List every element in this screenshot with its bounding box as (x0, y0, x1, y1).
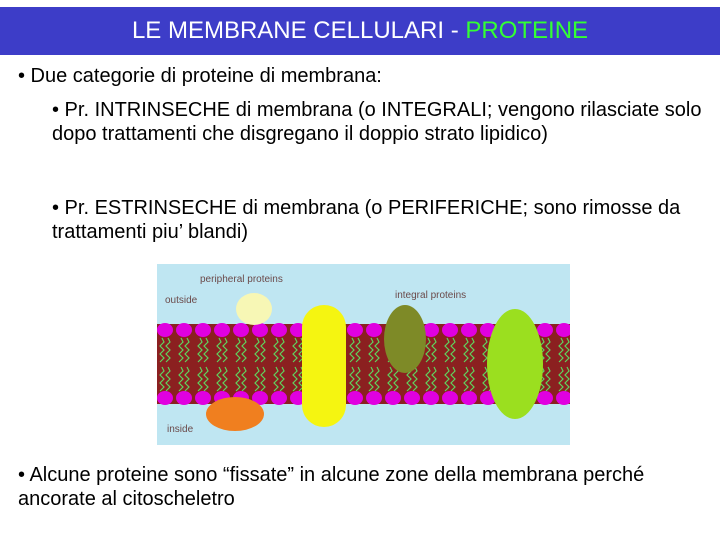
bullet-cytoskeleton: • Alcune proteine sono “fissate” in alcune zone della membrana perché ancorate al citoscheletro (18, 464, 645, 510)
membrane-diagram (157, 264, 570, 445)
bullet-categories: • Due categorie di proteine di membrana: (18, 65, 382, 87)
label-inside: inside (167, 424, 194, 435)
slide-title (132, 17, 588, 45)
lipid-head (271, 391, 287, 405)
lipid-head (366, 323, 382, 337)
peripheral-protein-outside (236, 293, 272, 325)
label-peripheral-proteins: peripheral proteins (200, 274, 283, 285)
slide-title-highlight: PROTEINE (465, 17, 589, 44)
lipid-head (347, 323, 363, 337)
lipid-head (233, 323, 249, 337)
lipid-head (214, 323, 230, 337)
integral-protein-yellow (302, 305, 346, 427)
lipid-head (176, 391, 192, 405)
bullet-extrinsic: • Pr. ESTRINSECHE di membrana (o PERIFERICHE; sono rimosse da trattamenti piu’ blandi) (52, 197, 681, 243)
lipid-head (442, 391, 458, 405)
peripheral-protein-inside (206, 397, 264, 431)
bullet-intrinsic: • Pr. INTRINSECHE di membrana (o INTEGRALI; vengono rilasciate solo dopo trattamenti che disgregano il doppio strato lipidico) (52, 99, 702, 145)
lipid-head (461, 323, 477, 337)
lipid-head (195, 391, 211, 405)
lipid-head (347, 391, 363, 405)
lipid-head (404, 391, 420, 405)
lipid-head (461, 391, 477, 405)
lipid-head (537, 323, 553, 337)
lipid-head (271, 323, 287, 337)
integral-protein-green (487, 309, 543, 419)
lipid-head (366, 391, 382, 405)
lipid-head (442, 323, 458, 337)
lipid-head (176, 323, 192, 337)
slide-title-bar (0, 7, 720, 55)
slide-title-main: LE MEMBRANE CELLULARI - (131, 17, 466, 44)
lipid-head (157, 323, 173, 337)
lipid-head (252, 323, 268, 337)
integral-protein-olive (384, 305, 426, 373)
label-integral-proteins: integral proteins (395, 290, 467, 301)
lipid-head (195, 323, 211, 337)
label-outside: outside (165, 295, 198, 306)
lipid-head (157, 391, 173, 405)
lipid-head (423, 391, 439, 405)
lipid-head (385, 391, 401, 405)
lipid-head (537, 391, 553, 405)
